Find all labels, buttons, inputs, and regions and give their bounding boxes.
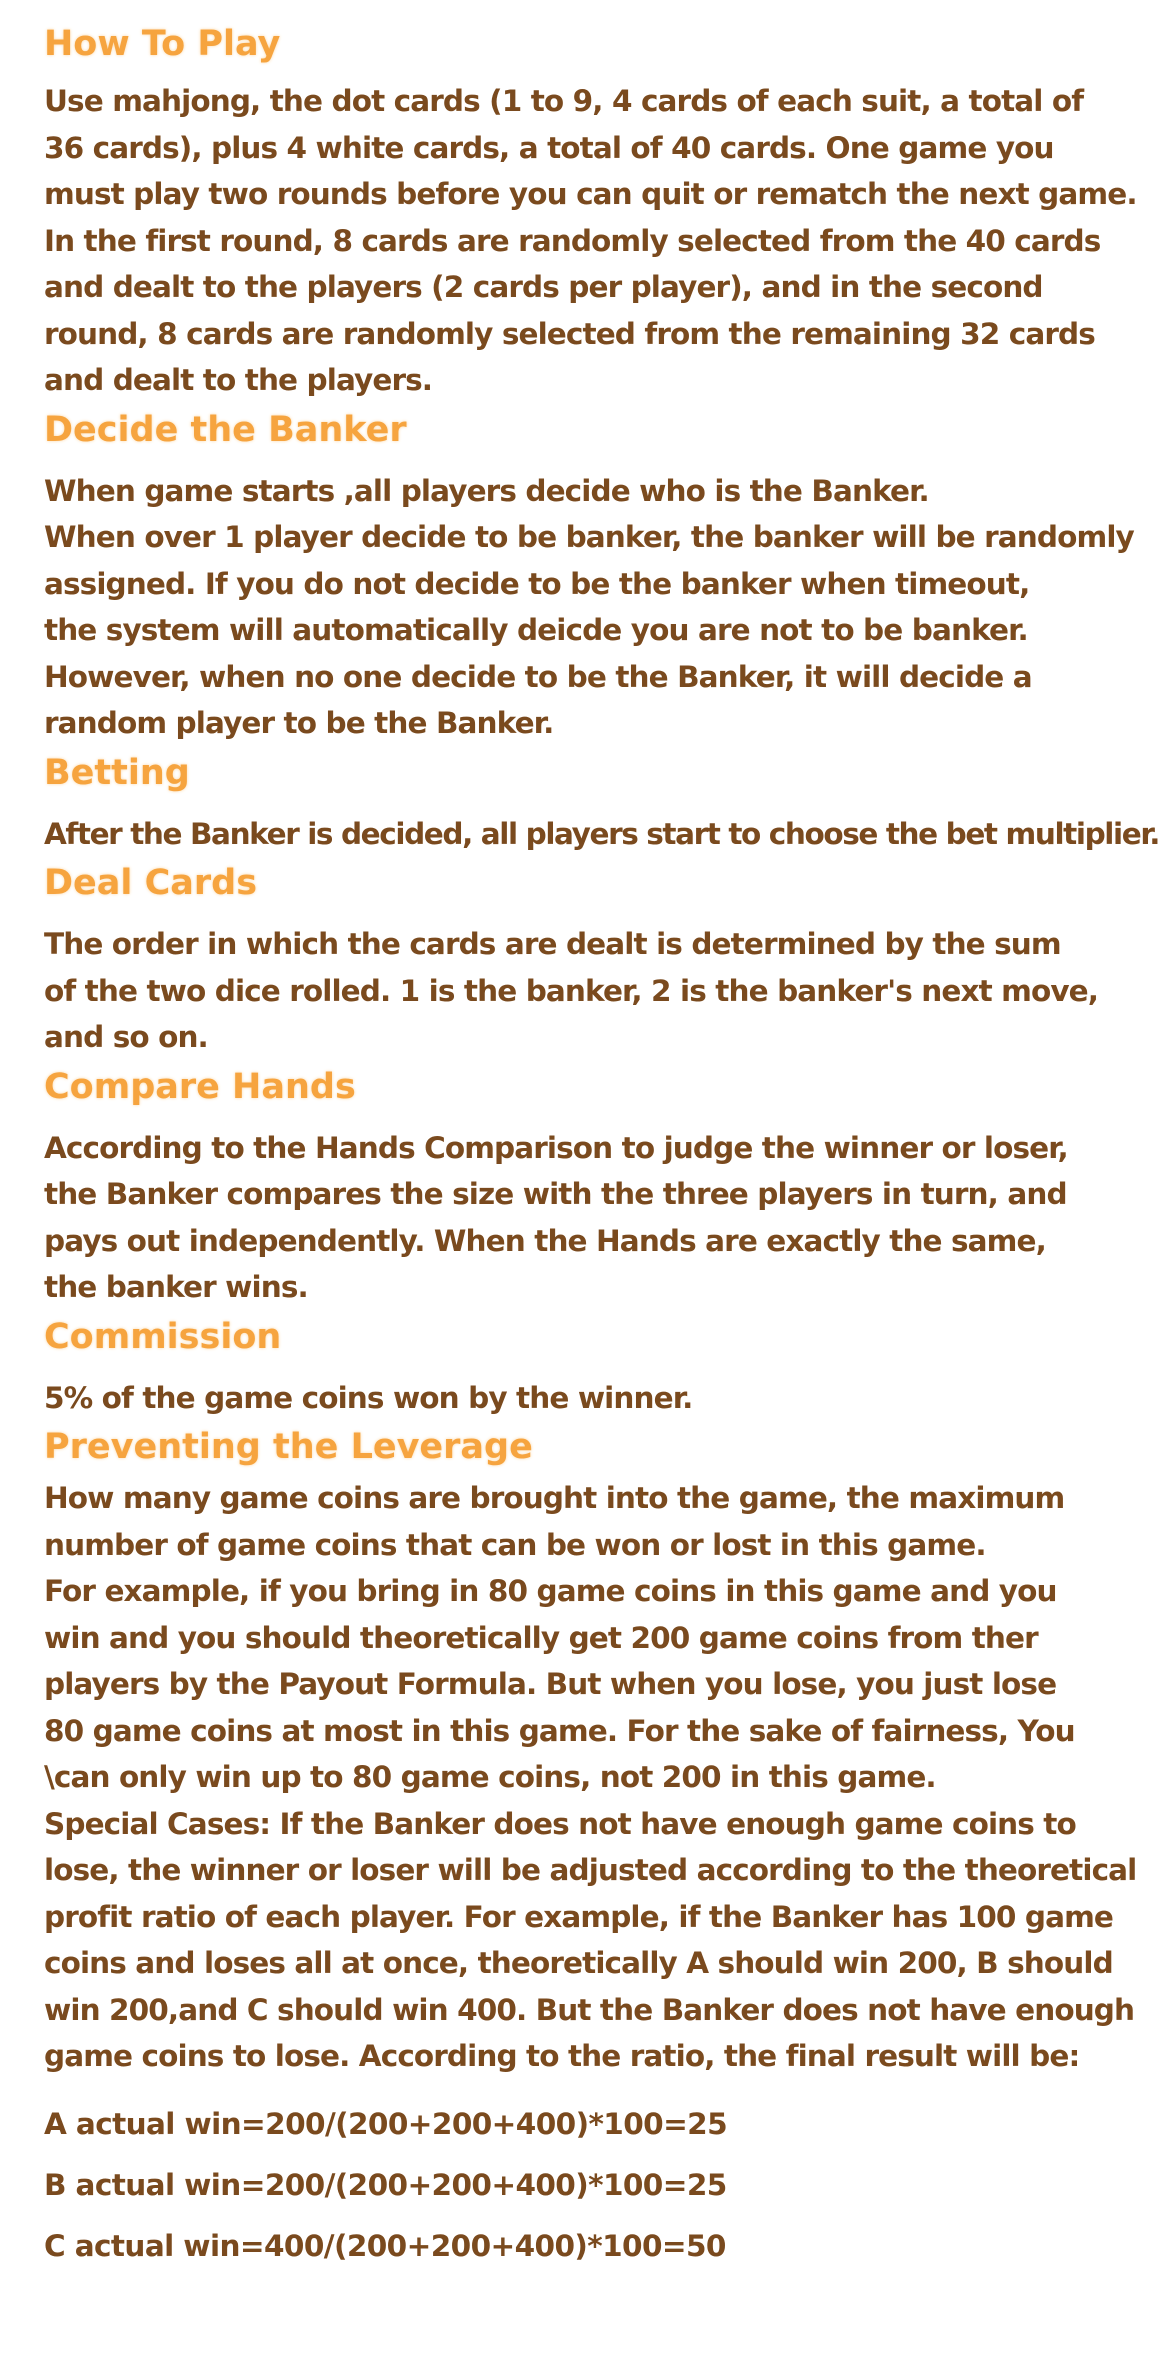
text-line: Use mahjong, the dot cards (1 to 9, 4 cards of each suit, a total of bbox=[44, 84, 1084, 118]
text-line: According to the Hands Comparison to judge the winner or loser, bbox=[44, 1130, 1068, 1165]
paragraph-deal-cards bbox=[44, 921, 1099, 1061]
section-how-to-play bbox=[44, 18, 1137, 404]
heading-compare-hands: Compare Hands bbox=[44, 1066, 356, 1107]
text-line: number of game coins that can be won or lost in this game. bbox=[44, 1527, 986, 1562]
text-line: players by the Payout Formula. But when you lose, you just lose bbox=[44, 1667, 1057, 1701]
section-preventing-leverage bbox=[44, 1421, 1137, 2277]
formula-c-actual-win: C actual win=400/(200+200+400)*100=50 bbox=[44, 2228, 726, 2263]
text-line: profit ratio of each player. For example, if the Banker has 100 game bbox=[44, 1899, 1114, 1934]
text-line: win 200,and C should win 400. But the Banker does not have enough bbox=[44, 1992, 1135, 2027]
text-line: win and you should theoretically get 200 game coins from ther bbox=[44, 1620, 1038, 1655]
paragraph-compare-hands bbox=[44, 1125, 1068, 1311]
text-line: and dealt to the players. bbox=[44, 363, 433, 397]
section-compare-hands bbox=[44, 1061, 1068, 1311]
text-line: For example, if you bring in 80 game coins in this game and you bbox=[44, 1574, 1057, 1608]
section-deal-cards bbox=[44, 857, 1099, 1061]
text-line: and so on. bbox=[44, 1020, 208, 1054]
text-line: How many game coins are brought into the game, the maximum bbox=[44, 1481, 1065, 1515]
text-line: When over 1 player decide to be banker, the banker will be randomly bbox=[44, 520, 1134, 554]
text-line: 80 game coins at most in this game. For the sake of fairness, You bbox=[44, 1713, 1075, 1748]
text-line: of the two dice rolled. 1 is the banker, 2 is the banker's next move, bbox=[44, 973, 1099, 1008]
text-line: must play two rounds before you can quit or rematch the next game. bbox=[44, 177, 1137, 211]
heading-betting: Betting bbox=[44, 752, 190, 793]
heading-how-to-play: How To Play bbox=[44, 24, 281, 64]
heading-deal-cards: Deal Cards bbox=[44, 863, 258, 903]
text-line: the Banker compares the size with the three players in turn, and bbox=[44, 1177, 1067, 1211]
text-line: lose, the winner or loser will be adjusted according to the theoretical bbox=[44, 1853, 1137, 1887]
section-commission bbox=[44, 1311, 996, 1422]
text-line: game coins to lose. According to the ratio, the final result will be: bbox=[44, 2039, 1080, 2073]
text-line: coins and loses all at once, theoretically A should win 200, B should bbox=[44, 1946, 1113, 1980]
heading-commission: Commission bbox=[44, 1316, 282, 1357]
rules-document bbox=[44, 18, 1159, 2277]
paragraph-betting bbox=[44, 811, 1159, 858]
paragraph-commission bbox=[44, 1375, 996, 1422]
text-line: In the first round, 8 cards are randomly selected from the 40 cards bbox=[44, 223, 1101, 258]
paragraph-decide-banker bbox=[44, 468, 1134, 747]
section-decide-banker bbox=[44, 404, 1134, 747]
section-betting bbox=[44, 747, 1159, 858]
heading-preventing-leverage: Preventing the Leverage bbox=[44, 1427, 533, 1467]
text-line: pays out independently. When the Hands are exactly the same, bbox=[44, 1223, 1046, 1258]
text-line: the system will automatically deicde you are not to be banker. bbox=[44, 613, 1028, 647]
text-line: The order in which the cards are dealt is determined by the sum bbox=[44, 927, 1061, 961]
text-line: Special Cases: If the Banker does not have enough game coins to bbox=[44, 1806, 1076, 1841]
text-line: the banker wins. bbox=[44, 1270, 308, 1304]
paragraph-how-to-play bbox=[44, 78, 1137, 404]
paragraph-preventing-leverage bbox=[44, 1475, 1137, 2080]
heading-decide-banker: Decide the Banker bbox=[44, 409, 407, 450]
text-line: After the Banker is decided, all players start to choose the bet multiplier. bbox=[44, 816, 1159, 851]
text-line: 36 cards), plus 4 white cards, a total of 40 cards. One game you bbox=[44, 130, 1054, 165]
formula-list bbox=[44, 2094, 996, 2277]
text-line: \can only win up to 80 game coins, not 200 in this game. bbox=[44, 1760, 936, 1794]
text-line: However, when no one decide to be the Banker, it will decide a bbox=[44, 659, 1032, 694]
text-line: When game starts ,all players decide who is the Banker. bbox=[44, 473, 929, 508]
text-line: round, 8 cards are randomly selected from the remaining 32 cards bbox=[44, 316, 1095, 351]
text-line: 5% of the game coins won by the winner. bbox=[44, 1380, 693, 1415]
text-line: and dealt to the players (2 cards per player), and in the second bbox=[44, 270, 1043, 304]
text-line: assigned. If you do not decide to be the banker when timeout, bbox=[44, 566, 1030, 601]
formula-b-actual-win: B actual win=200/(200+200+400)*100=25 bbox=[44, 2167, 727, 2202]
formula-a-actual-win: A actual win=200/(200+200+400)*100=25 bbox=[44, 2106, 728, 2141]
text-line: random player to be the Banker. bbox=[44, 706, 554, 740]
